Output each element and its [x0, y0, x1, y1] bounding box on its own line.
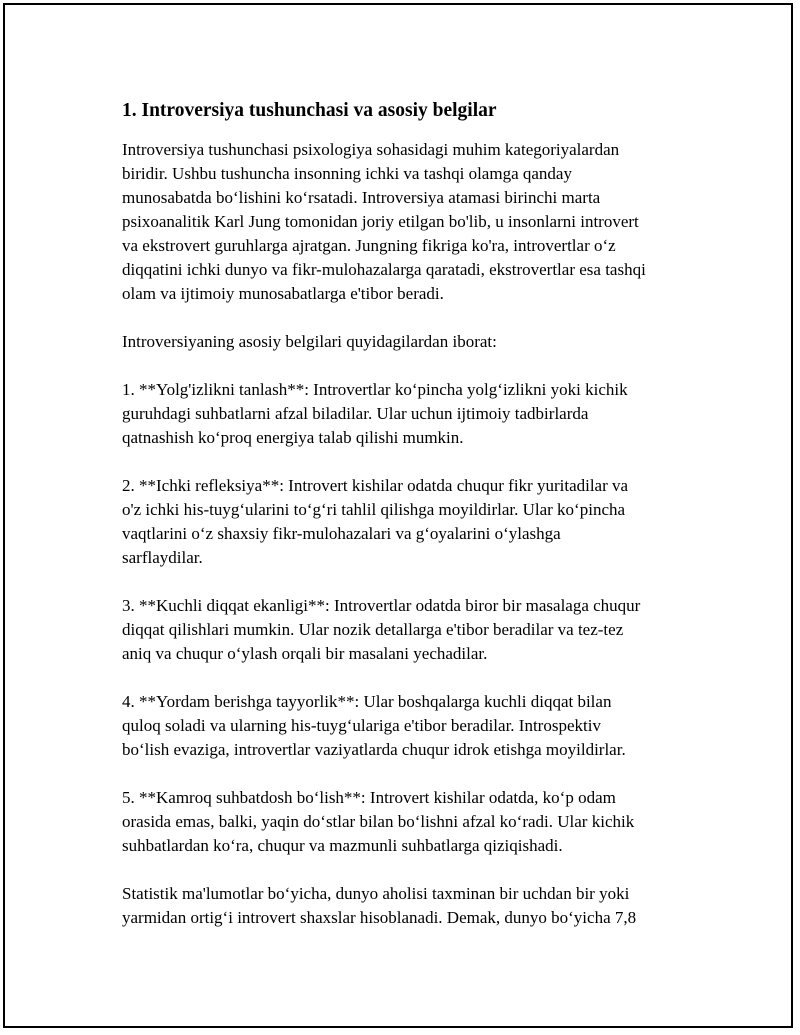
- text-line: quloq soladi va ularning his-tuygʻulariga e'tibor beradilar. Introspektiv: [122, 716, 601, 735]
- text-line: diqqat qilishlari mumkin. Ular nozik detallarga e'tibor beradilar va tez-tez: [122, 620, 624, 639]
- paragraph-list: [122, 138, 702, 930]
- text-line: psixoanalitik Karl Jung tomonidan joriy etilgan bo'lib, u insonlarni introvert: [122, 212, 639, 231]
- text-line: biridir. Ushbu tushuncha insonning ichki va tashqi olamga qanday: [122, 164, 572, 183]
- paragraph: [122, 378, 702, 450]
- text-line: va ekstrovert guruhlarga ajratgan. Jungning fikriga ko'ra, introvertlar oʻz: [122, 236, 616, 255]
- document-body: [122, 99, 702, 954]
- text-line: suhbatlardan koʻra, chuqur va mazmunli suhbatlarga qiziqishadi.: [122, 836, 563, 855]
- text-line: 1. **Yolg'izlikni tanlash**: Introvertlar koʻpincha yolgʻizlikni yoki kichik: [122, 380, 628, 399]
- text-line: diqqatini ichki dunyo va fikr-mulohazalarga qaratadi, ekstrovertlar esa tashqi: [122, 260, 646, 279]
- text-line: Statistik ma'lumotlar boʻyicha, dunyo aholisi taxminan bir uchdan bir yoki: [122, 884, 630, 903]
- page-frame: [3, 3, 793, 1028]
- text-line: qatnashish koʻproq energiya talab qilishi mumkin.: [122, 428, 464, 447]
- text-line: Introversiya tushunchasi psixologiya sohasidagi muhim kategoriyalardan: [122, 140, 620, 159]
- text-line: orasida emas, balki, yaqin doʻstlar bilan boʻlishni afzal koʻradi. Ular kichik: [122, 812, 635, 831]
- paragraph: [122, 330, 702, 354]
- text-line: munosabatda boʻlishini koʻrsatadi. Introversiya atamasi birinchi marta: [122, 188, 601, 207]
- text-line: yarmidan ortigʻi introvert shaxslar hisoblanadi. Demak, dunyo boʻyicha 7,8: [122, 908, 637, 927]
- text-line: sarflaydilar.: [122, 548, 203, 567]
- text-line: 2. **Ichki refleksiya**: Introvert kishilar odatda chuqur fikr yuritadilar va: [122, 476, 629, 495]
- text-line: o'z ichki his-tuygʻularini toʻgʻri tahlil qilishga moyildirlar. Ular koʻpincha: [122, 500, 626, 519]
- text-line: 3. **Kuchli diqqat ekanligi**: Introvertlar odatda biror bir masalaga chuqur: [122, 596, 641, 615]
- text-line: 4. **Yordam berishga tayyorlik**: Ular boshqalarga kuchli diqqat bilan: [122, 692, 612, 711]
- paragraph: [122, 594, 702, 666]
- text-line: 5. **Kamroq suhbatdosh boʻlish**: Introvert kishilar odatda, koʻp odam: [122, 788, 616, 807]
- paragraph: [122, 690, 702, 762]
- paragraph: [122, 474, 702, 570]
- section-heading: 1. Introversiya tushunchasi va asosiy belgilar: [122, 100, 497, 121]
- text-line: guruhdagi suhbatlarni afzal biladilar. Ular uchun ijtimoiy tadbirlarda: [122, 404, 589, 423]
- text-line: vaqtlarini oʻz shaxsiy fikr-mulohazalari va gʻoyalarini oʻylashga: [122, 524, 561, 543]
- paragraph: [122, 138, 702, 306]
- text-line: aniq va chuqur oʻylash orqali bir masalani yechadilar.: [122, 644, 488, 663]
- text-line: boʻlish evaziga, introvertlar vaziyatlarda chuqur idrok etishga moyildirlar.: [122, 740, 626, 759]
- paragraph: [122, 786, 702, 858]
- paragraph: [122, 882, 702, 930]
- text-line: olam va ijtimoiy munosabatlarga e'tibor beradi.: [122, 284, 444, 303]
- text-line: Introversiyaning asosiy belgilari quyidagilardan iborat:: [122, 332, 497, 351]
